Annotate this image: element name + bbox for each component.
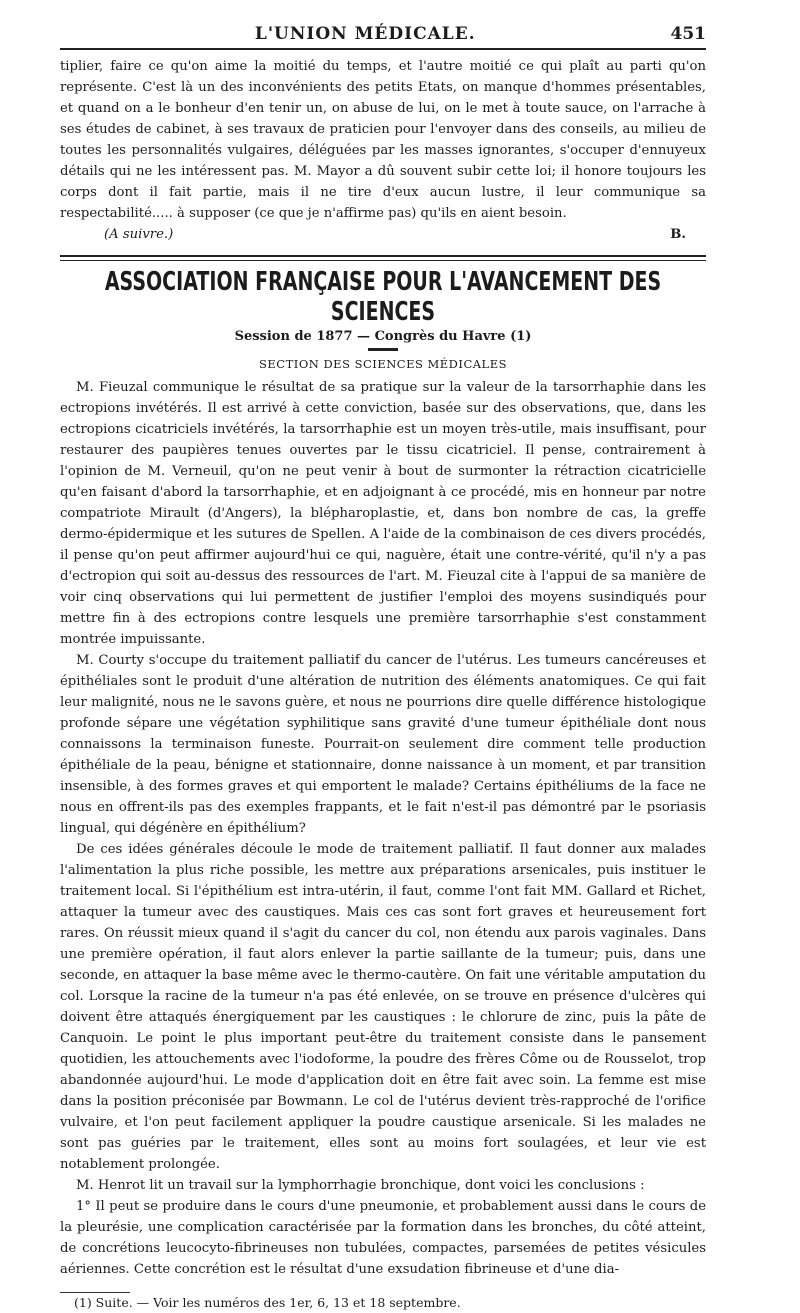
section-heading: SECTION DES SCIENCES MÉDICALES: [259, 357, 507, 371]
section-divider: [60, 255, 706, 261]
signature-line: [60, 224, 706, 245]
author-signature: B.: [670, 227, 686, 242]
footnote: (1) Suite. — Voir les numéros des 1er, 6, 13 et 18 septembre.: [74, 1295, 461, 1310]
session-heading: Session de 1877 — Congrès du Havre (1): [234, 329, 532, 344]
paragraph-fieuzal: M. Fieuzal communique le résultat de sa pratique sur la valeur de la tarsorrhaphie dans les ectropions invétérés. Il est arrivé à cette conviction, basée sur des observations, que, dans les ectropions cicatriciels invétérés, la tarsorrhaphie est un moyen très-utile, mais insuffisant, pour restaurer des paupières tenues ouvertes par le tissu cicatriciel. Il pense, contrairement à l'opinion de M. Verneuil, qu'on ne peut venir à bout de surmonter la rétraction cicatricielle qu'en faisant d'abord la tarsorrhaphie, et en adjoignant à ce procédé, mis en honneur par notre compatriote Mirault (d'Angers), la blépharoplastie, et, dans bon nombre de cas, la greffe dermo-épidermique et les sutures de Spellen. A l'aide de la combinaison de ces divers procédés, il pense qu'on peut affirmer aujourd'hui ce qui, naguère, était une contre-vérité, qu'il n'y a pas d'ectropion qui soit au-dessus des ressources de l'art. M. Fieuzal cite à l'appui de sa manière de voir cinq observations qui lui permettent de justifier l'emploi des moyens susindiqués pour mettre fin à des ectropions contre lesquels une première tarsorrhaphie s'est constamment montrée impuissante.: [60, 380, 706, 647]
to-follow-note: (A suivre.): [104, 227, 174, 242]
running-title: L'UNION MÉDICALE.: [254, 24, 476, 44]
paragraph-treatment: De ces idées générales découle le mode de traitement palliatif. Il faut donner aux malades l'alimentation la plus riche possible, les mettre aux préparations arsenicales, puis instituer le traitement local. Si l'épithélium est intra-utérin, il faut, comme l'ont fait MM. Gallard et Richet, attaquer la tumeur avec des caustiques. Mais ces cas sont fort graves et heureusement fort rares. On réussit mieux quand il s'agit du cancer du col, non étendu aux parois vaginales. Dans une première opération, il faut alors enlever la partie saillante de la tumeur; puis, dans une seconde, en attaquer la base même avec le thermo-cautère. On fait une véritable amputation du col. Lorsque la racine de la tumeur n'a pas été enlevée, on se trouve en présence d'ulcères qui doivent être attaqués énergiquement par les caustiques : le chlorure de zinc, puis la pâte de Canquoin. Le point le plus important peut-être du traitement consiste dans le pansement quotidien, les attouchements avec l'iodoforme, la poudre des frères Côme ou de Rousselot, trop abandonnée aujourd'hui. Le mode d'application doit en être fait avec soin. La femme est mise dans la position préconisée par Bowmann. Le col de l'utérus devient très-rapproché de l'orifice vulvaire, et l'on peut facilement appliquer la poudre caustique arsenicale. Si les malades ne sont pas guéries par le traitement, elles sont au moins fort soulagées, et leur vie est notablement prolongée.: [60, 842, 706, 1172]
article-title: ASSOCIATION FRANÇAISE POUR L'AVANCEMENT DES SCIENCES: [104, 267, 662, 327]
paragraph-conclusion-1: 1° Il peut se produire dans le cours d'une pneumonie, et probablement aussi dans le cours de la pleurésie, une complication caractérisée par la formation dans les bronches, du côté atteint, de concrétions leucocyto-fibrineuses non tubulées, compactes, parsemées de petites vésicules aériennes. Cette concrétion est le résultat d'une exsudation fibrineuse et d'une dia-: [60, 1199, 706, 1277]
page-header: [60, 14, 706, 50]
page-number: 451: [670, 24, 706, 44]
paragraph-henrot: M. Henrot lit un travail sur la lymphorrhagie bronchique, dont voici les conclusions :: [76, 1178, 645, 1193]
paragraph-courty: M. Courty s'occupe du traitement palliatif du cancer de l'utérus. Les tumeurs cancéreuses et épithéliales sont le produit d'une altération de nutrition des éléments anatomiques. Ce qui fait leur malignité, nous ne le savons guère, et nous ne pourrions dire quelle différence histologique profonde sépare une végétation syphilitique sans gravité d'une tumeur épithéliale dont nous connaissons la terminaison funeste. Pourrait-on seulement dire comment telle production épithéliale de la peau, bénigne et stationnaire, donne naissance à un moment, et par transition insensible, à des formes graves et qui emportent le malade? Certains épithéliums de la face ne nous en offrent-ils pas des exemples frappants, et le fait n'est-il pas démontré par le psoriasis lingual, qui dégénère en épithélium?: [60, 653, 706, 836]
intro-paragraph: tiplier, faire ce qu'on aime la moitié du temps, et l'autre moitié ce qui plaît au parti qu'on représente. C'est là un des inconvénients des petits Etats, on manque d'hommes présentables, et quand on a le bonheur d'en tenir un, on abuse de lui, on le met à toute sauce, on l'arrache à ses études de cabinet, à ses travaux de praticien pour l'envoyer dans des conseils, au milieu de toutes les personnalités vulgaires, déléguées par les masses ignorantes, s'occuper d'ennuyeux détails qui ne les intéressent pas. M. Mayor a dû souvent subir cette loi; il honore toujours les corps dont il fait partie, mais il ne tire d'eux aucun lustre, il leur communique sa respectabilité..... à supposer (ce que je n'affirme pas) qu'ils en aient besoin.: [60, 59, 706, 221]
short-divider: [368, 348, 398, 351]
